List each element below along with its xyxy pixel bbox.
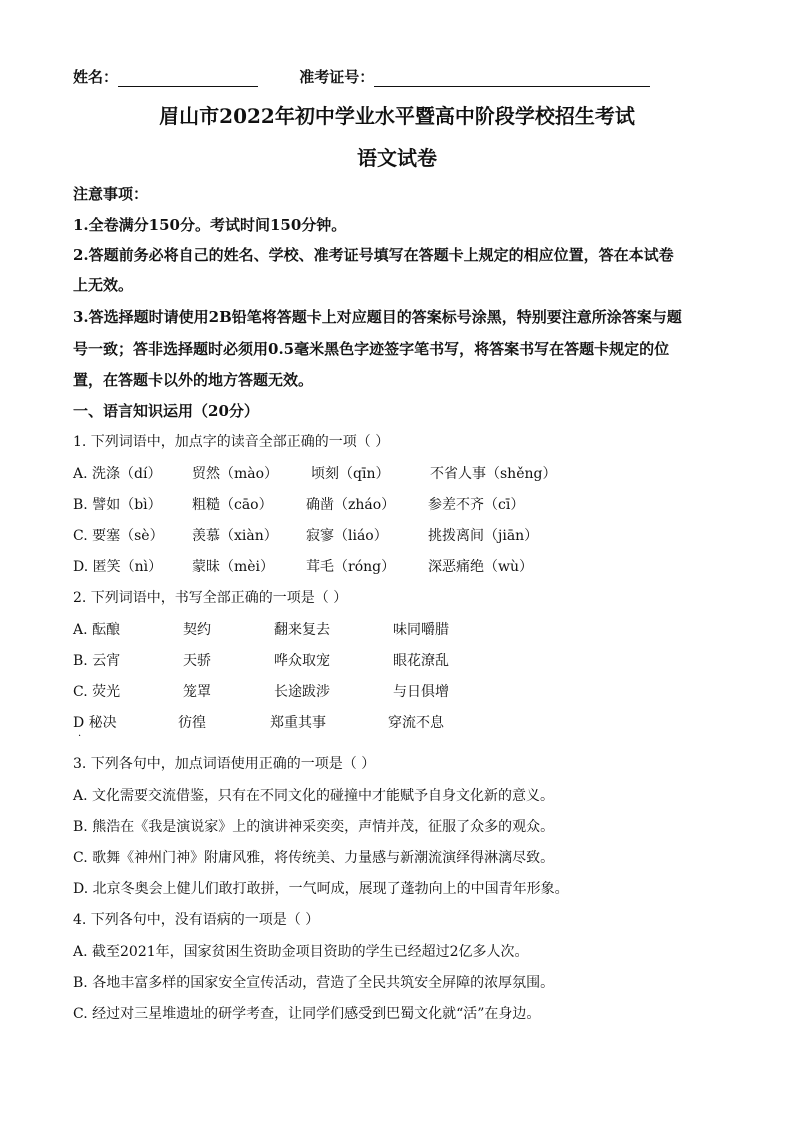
note-item-1: 1.全卷满分150分。考试时间150分钟。 bbox=[73, 216, 347, 234]
note-item-2-line-2: 上无效。 bbox=[73, 276, 134, 294]
q1-c-word-3: 寂寥（liáo） bbox=[306, 528, 388, 544]
question-3-stem: 3. 下列各句中，加点词语使用正确的一项是（ ） bbox=[73, 756, 376, 772]
q2-b-word-3: 哗众取宠 bbox=[274, 653, 330, 669]
note-item-2-line-1: 2.答题前务必将自己的姓名、学校、准考证号填写在答题卡上规定的相应位置，答在本试卷 bbox=[73, 246, 674, 264]
q4-option-a: A. 截至2021年，国家贫困生资助金项目资助的学生已经超过2亿多人次。 bbox=[73, 944, 529, 960]
q2-b-word-2: 天骄 bbox=[183, 653, 211, 669]
stray-dot-mark: · bbox=[78, 731, 82, 742]
q2-c-word-3: 长途跋涉 bbox=[274, 684, 330, 700]
candidate-info-line bbox=[73, 66, 650, 87]
q2-a-word-4: 味同嚼腊 bbox=[393, 622, 449, 638]
q1-a-word-3: 顷刻（qīn） bbox=[311, 466, 390, 482]
q1-d-word-2: 蒙昧（mèi） bbox=[192, 559, 275, 575]
note-item-3-line-1: 3.答选择题时请使用2B铅笔将答题卡上对应题目的答案标号涂黑，特别要注意所涂答案与题 bbox=[73, 308, 682, 326]
q1-b-word-4: 参差不齐（cī） bbox=[428, 497, 525, 513]
q2-c-word-2: 笼罩 bbox=[183, 684, 211, 700]
q4-option-c: C. 经过对三星堆遗址的研学考查，让同学们感受到巴蜀文化就“活”在身边。 bbox=[73, 1006, 541, 1022]
q3-option-d: D. 北京冬奥会上健儿们敢打敢拼，一气呵成，展现了蓬勃向上的中国青年形象。 bbox=[73, 881, 569, 897]
q1-c-word-2: 羡慕（xiàn） bbox=[192, 528, 278, 544]
q4-option-b: B. 各地丰富多样的国家安全宣传活动，营造了全民共筑安全屏障的浓厚氛围。 bbox=[73, 975, 555, 991]
q2-a-word-3: 翻来复去 bbox=[274, 622, 330, 638]
notes-heading: 注意事项： bbox=[73, 185, 149, 203]
q2-d-word-2: 彷徨 bbox=[178, 715, 206, 731]
q2-b-word-1: B. 云宵 bbox=[73, 653, 121, 669]
name-blank bbox=[118, 72, 258, 87]
q2-d-word-1: D 秘决 bbox=[73, 715, 117, 731]
q1-a-word-4: 不省人事（shěng） bbox=[430, 466, 557, 482]
q1-b-word-1: B. 譬如（bì） bbox=[73, 497, 162, 513]
q2-c-word-4: 与日俱增 bbox=[393, 684, 449, 700]
q2-c-word-1: C. 荧光 bbox=[73, 684, 121, 700]
q2-b-word-4: 眼花潦乱 bbox=[393, 653, 449, 669]
section-heading-1: 一、语言知识运用（20分） bbox=[73, 402, 259, 420]
q1-b-word-3: 确凿（zháo） bbox=[306, 497, 396, 513]
q3-option-c: C. 歌舞《神州门神》附庸风雅，将传统美、力量感与新潮流演绎得淋漓尽致。 bbox=[73, 850, 555, 866]
question-1-stem: 1. 下列词语中，加点字的读音全部正确的一项（ ） bbox=[73, 434, 390, 450]
question-2-stem: 2. 下列词语中，书写全部正确的一项是（ ） bbox=[73, 590, 348, 606]
q1-d-word-3: 茸毛（róng） bbox=[306, 559, 396, 575]
q1-a-word-2: 贸然（mào） bbox=[192, 466, 279, 482]
exam-id-label: 准考证号： bbox=[299, 68, 375, 86]
q1-c-word-4: 挑拨离间（jiān） bbox=[428, 528, 539, 544]
q1-c-word-1: C. 要塞（sè） bbox=[73, 528, 164, 544]
q2-a-word-2: 契约 bbox=[183, 622, 211, 638]
exam-title: 眉山市2022年初中学业水平暨高中阶段学校招生考试 bbox=[159, 104, 635, 128]
q1-b-word-2: 粗糙（cāo） bbox=[192, 497, 273, 513]
q3-option-b: B. 熊浩在《我是演说家》上的演讲神采奕奕，声情并茂，征服了众多的观众。 bbox=[73, 819, 555, 835]
q1-d-word-4: 深恶痛绝（wù） bbox=[428, 559, 533, 575]
exam-id-blank bbox=[374, 72, 650, 87]
exam-subtitle: 语文试卷 bbox=[357, 146, 437, 170]
q2-a-word-1: A. 酝酿 bbox=[73, 622, 121, 638]
q1-d-word-1: D. 匿笑（nì） bbox=[73, 559, 163, 575]
question-4-stem: 4. 下列各句中，没有语病的一项是（ ） bbox=[73, 912, 320, 928]
q2-d-word-3: 郑重其事 bbox=[270, 715, 326, 731]
note-item-3-line-2: 号一致；答非选择题时必须用0.5毫米黑色字迹签字笔书写，将答案书写在答题卡规定的位 bbox=[73, 340, 670, 358]
q1-a-word-1: A. 洗涤（dí） bbox=[73, 466, 162, 482]
q2-d-word-4: 穿流不息 bbox=[388, 715, 444, 731]
q3-option-a: A. 文化需要交流借鉴，只有在不同文化的碰撞中才能赋予自身文化新的意义。 bbox=[73, 788, 555, 804]
name-label: 姓名： bbox=[73, 68, 119, 86]
note-item-3-line-3: 置，在答题卡以外的地方答题无效。 bbox=[73, 371, 314, 389]
